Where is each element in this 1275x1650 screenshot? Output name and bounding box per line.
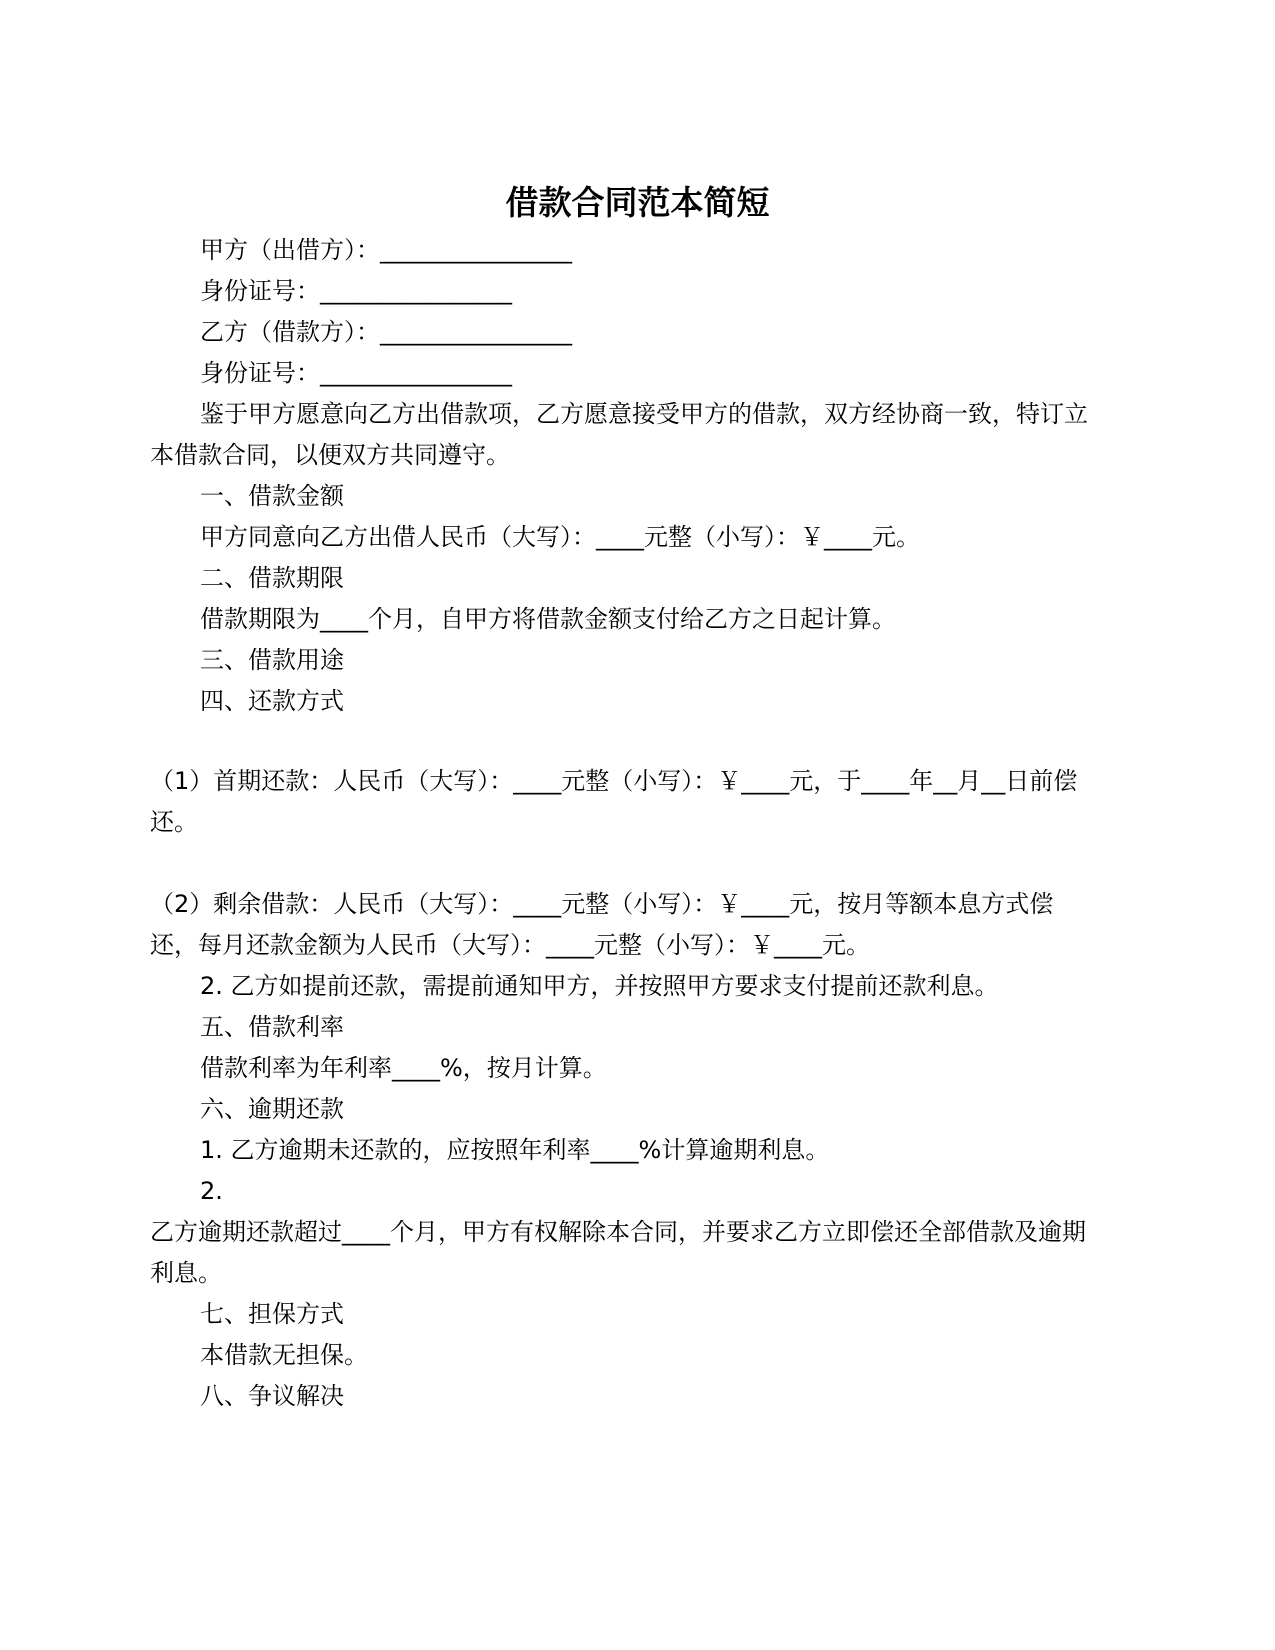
preamble-line-1: 鉴于甲方愿意向乙方出借款项，乙方愿意接受甲方的借款，双方经协商一致，特订立 [200,400,1088,428]
section-heading-overdue: 六、逾期还款 [200,1095,344,1123]
document-title: 借款合同范本简短 [505,183,770,222]
party-b-line: 乙方（借款方）：________________ [200,318,572,346]
remaining-repayment-line-2: 还，每月还款金额为人民币（大写）：____元整（小写）：￥____元。 [150,931,870,959]
amount-clause: 甲方同意向乙方出借人民币（大写）：____元整（小写）：￥____元。 [200,523,920,551]
preamble-line-2: 本借款合同，以便双方共同遵守。 [150,441,510,469]
overdue-clause-2-line-1: 乙方逾期还款超过____个月，甲方有权解除本合同，并要求乙方立即偿还全部借款及逾期 [150,1218,1086,1246]
section-heading-interest: 五、借款利率 [200,1013,344,1041]
section-heading-guarantee: 七、担保方式 [200,1300,344,1328]
party-a-id-line: 身份证号：________________ [200,277,512,305]
term-clause: 借款期限为____个月，自甲方将借款金额支付给乙方之日起计算。 [200,605,896,633]
overdue-clause-2-number: 2. [200,1177,223,1205]
section-heading-repayment: 四、还款方式 [200,687,344,715]
first-repayment-line-2: 还。 [150,808,198,836]
section-heading-purpose: 三、借款用途 [200,646,344,674]
section-heading-dispute: 八、争议解决 [200,1382,344,1410]
overdue-clause-2-line-2: 利息。 [150,1259,222,1287]
early-repayment-clause: 2. 乙方如提前还款，需提前通知甲方，并按照甲方要求支付提前还款利息。 [200,972,999,1000]
interest-clause: 借款利率为年利率____%，按月计算。 [200,1054,607,1082]
remaining-repayment-line-1: （2）剩余借款：人民币（大写）：____元整（小写）：￥____元，按月等额本息方式偿 [150,890,1054,918]
section-heading-term: 二、借款期限 [200,564,344,592]
party-a-line: 甲方（出借方）：________________ [200,236,572,264]
guarantee-clause: 本借款无担保。 [200,1341,368,1369]
overdue-clause-1: 1. 乙方逾期未还款的，应按照年利率____%计算逾期利息。 [200,1136,830,1164]
first-repayment-line-1: （1）首期还款：人民币（大写）：____元整（小写）：￥____元，于____年__月__日前偿 [150,767,1078,795]
section-heading-amount: 一、借款金额 [200,482,344,510]
party-b-id-line: 身份证号：________________ [200,359,512,387]
